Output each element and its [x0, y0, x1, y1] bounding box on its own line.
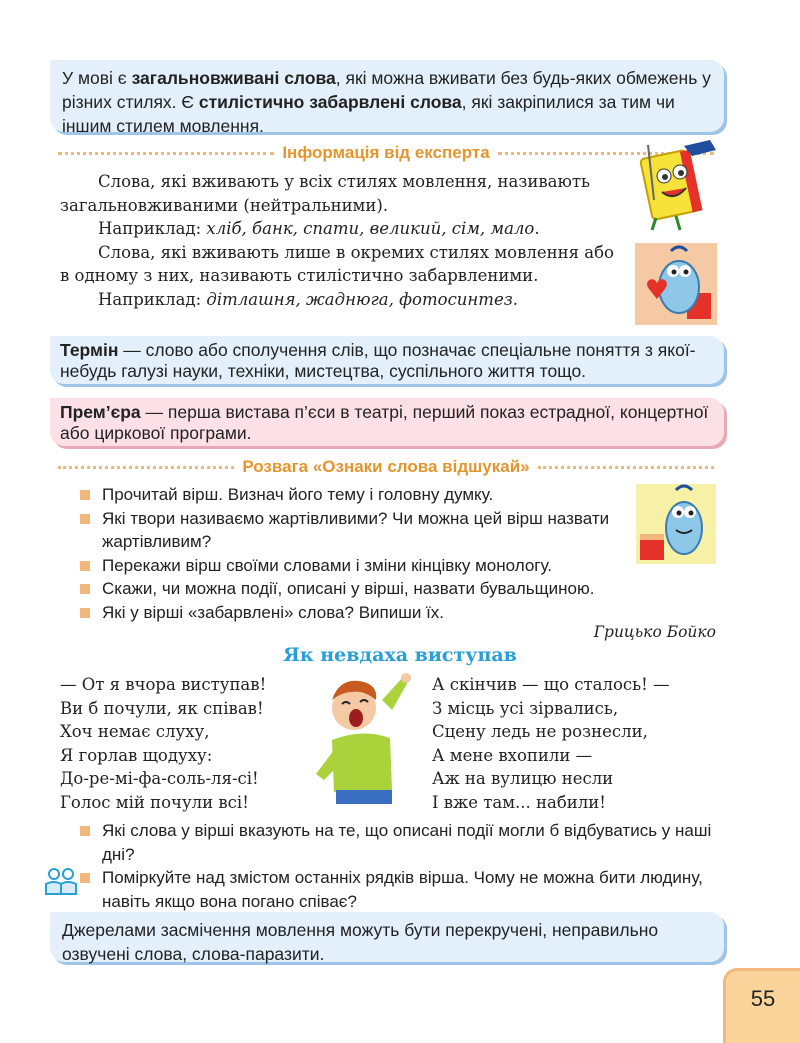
list-item: Поміркуйте над змістом останніх рядків вірша. Чому не можна бити людину, навіть якщо вона погано співає? — [80, 866, 720, 913]
list-item: Прочитай вірш. Визнач його тему і головну думку. — [80, 483, 620, 507]
expert-heading-row — [58, 143, 714, 163]
list-item: Які у вірші «забарвлені» слова? Випиши їх. — [80, 601, 620, 625]
group-work-icon — [44, 866, 78, 896]
page-number: 55 — [723, 968, 800, 1043]
creature-cube-illustration — [636, 484, 716, 564]
game-heading: Розвага «Ознаки слова відшукай» — [242, 457, 530, 476]
poem-right-column: А скінчив — що сталось! — З місць усі зірвались, Сцену ледь не рознесли, А мене вхопили — Аж на вулицю несли І вже там... набили! — [432, 675, 670, 812]
list-item: Перекажи вірш своїми словами і зміни кінцівку монологу. — [80, 554, 620, 578]
poem-author: Грицько Бойко — [593, 623, 716, 641]
game-heading-row — [58, 457, 714, 477]
creature-heart-illustration — [635, 243, 717, 325]
game-task-list — [80, 483, 620, 624]
expert-heading: Інформація від експерта — [282, 143, 490, 162]
book-mascot-illustration — [636, 140, 720, 232]
intro-box: У мові є загальновживані слова, які можна вживати без будь-яких обмежень у різних стилях. Є стилістично забарвлені слова, які закріпилися за тим чи іншим стилем мовлення. — [50, 60, 724, 132]
list-item: Скажи, чи можна події, описані у вірші, назвати бувальщиною. — [80, 577, 620, 601]
poem-left-column: — От я вчора виступав! Ви б почули, як співав! Хоч немає слуху, Я горлав щодуху: До-ре-мі-фа-соль-ля-сі! Голос мій почули всі! — [60, 675, 267, 812]
list-item: Які слова у вірші вказують на те, що описані події могли б відбуватись у наші дні? — [80, 819, 720, 866]
premiere-box: Прем’єра — перша вистава п’єси в театрі, перший показ естрадної, концертної або циркової програми. — [50, 398, 724, 446]
conclusion-box: Джерелами засмічення мовлення можуть бути перекручені, неправильно озвучені слова, слова-паразити. — [50, 912, 724, 962]
term-box: Термін — слово або сполучення слів, що позначає спеціальне поняття з якої-небудь галузі науки, техніки, мистецтва, суспільного життя тощо. — [50, 336, 724, 384]
expert-text: Слова, які вживають у всіх стилях мовлення, називають загальновживаними (нейтральними). Наприклад: хліб, банк, спати, великий, сім, мало. Слова, які вживають лише в окремих стилях мовлення або в одному з них, називають стилістично забарвленими. Наприклад: дітлашня, жаднюга, фотосинтез. — [60, 172, 614, 309]
singing-boy-illustration — [312, 670, 412, 806]
list-item: Які твори називаємо жартівливими? Чи можна цей вірш назвати жартівливим? — [80, 507, 620, 554]
poem-title: Як невдаха виступав — [283, 644, 517, 666]
questions-list — [80, 819, 720, 913]
